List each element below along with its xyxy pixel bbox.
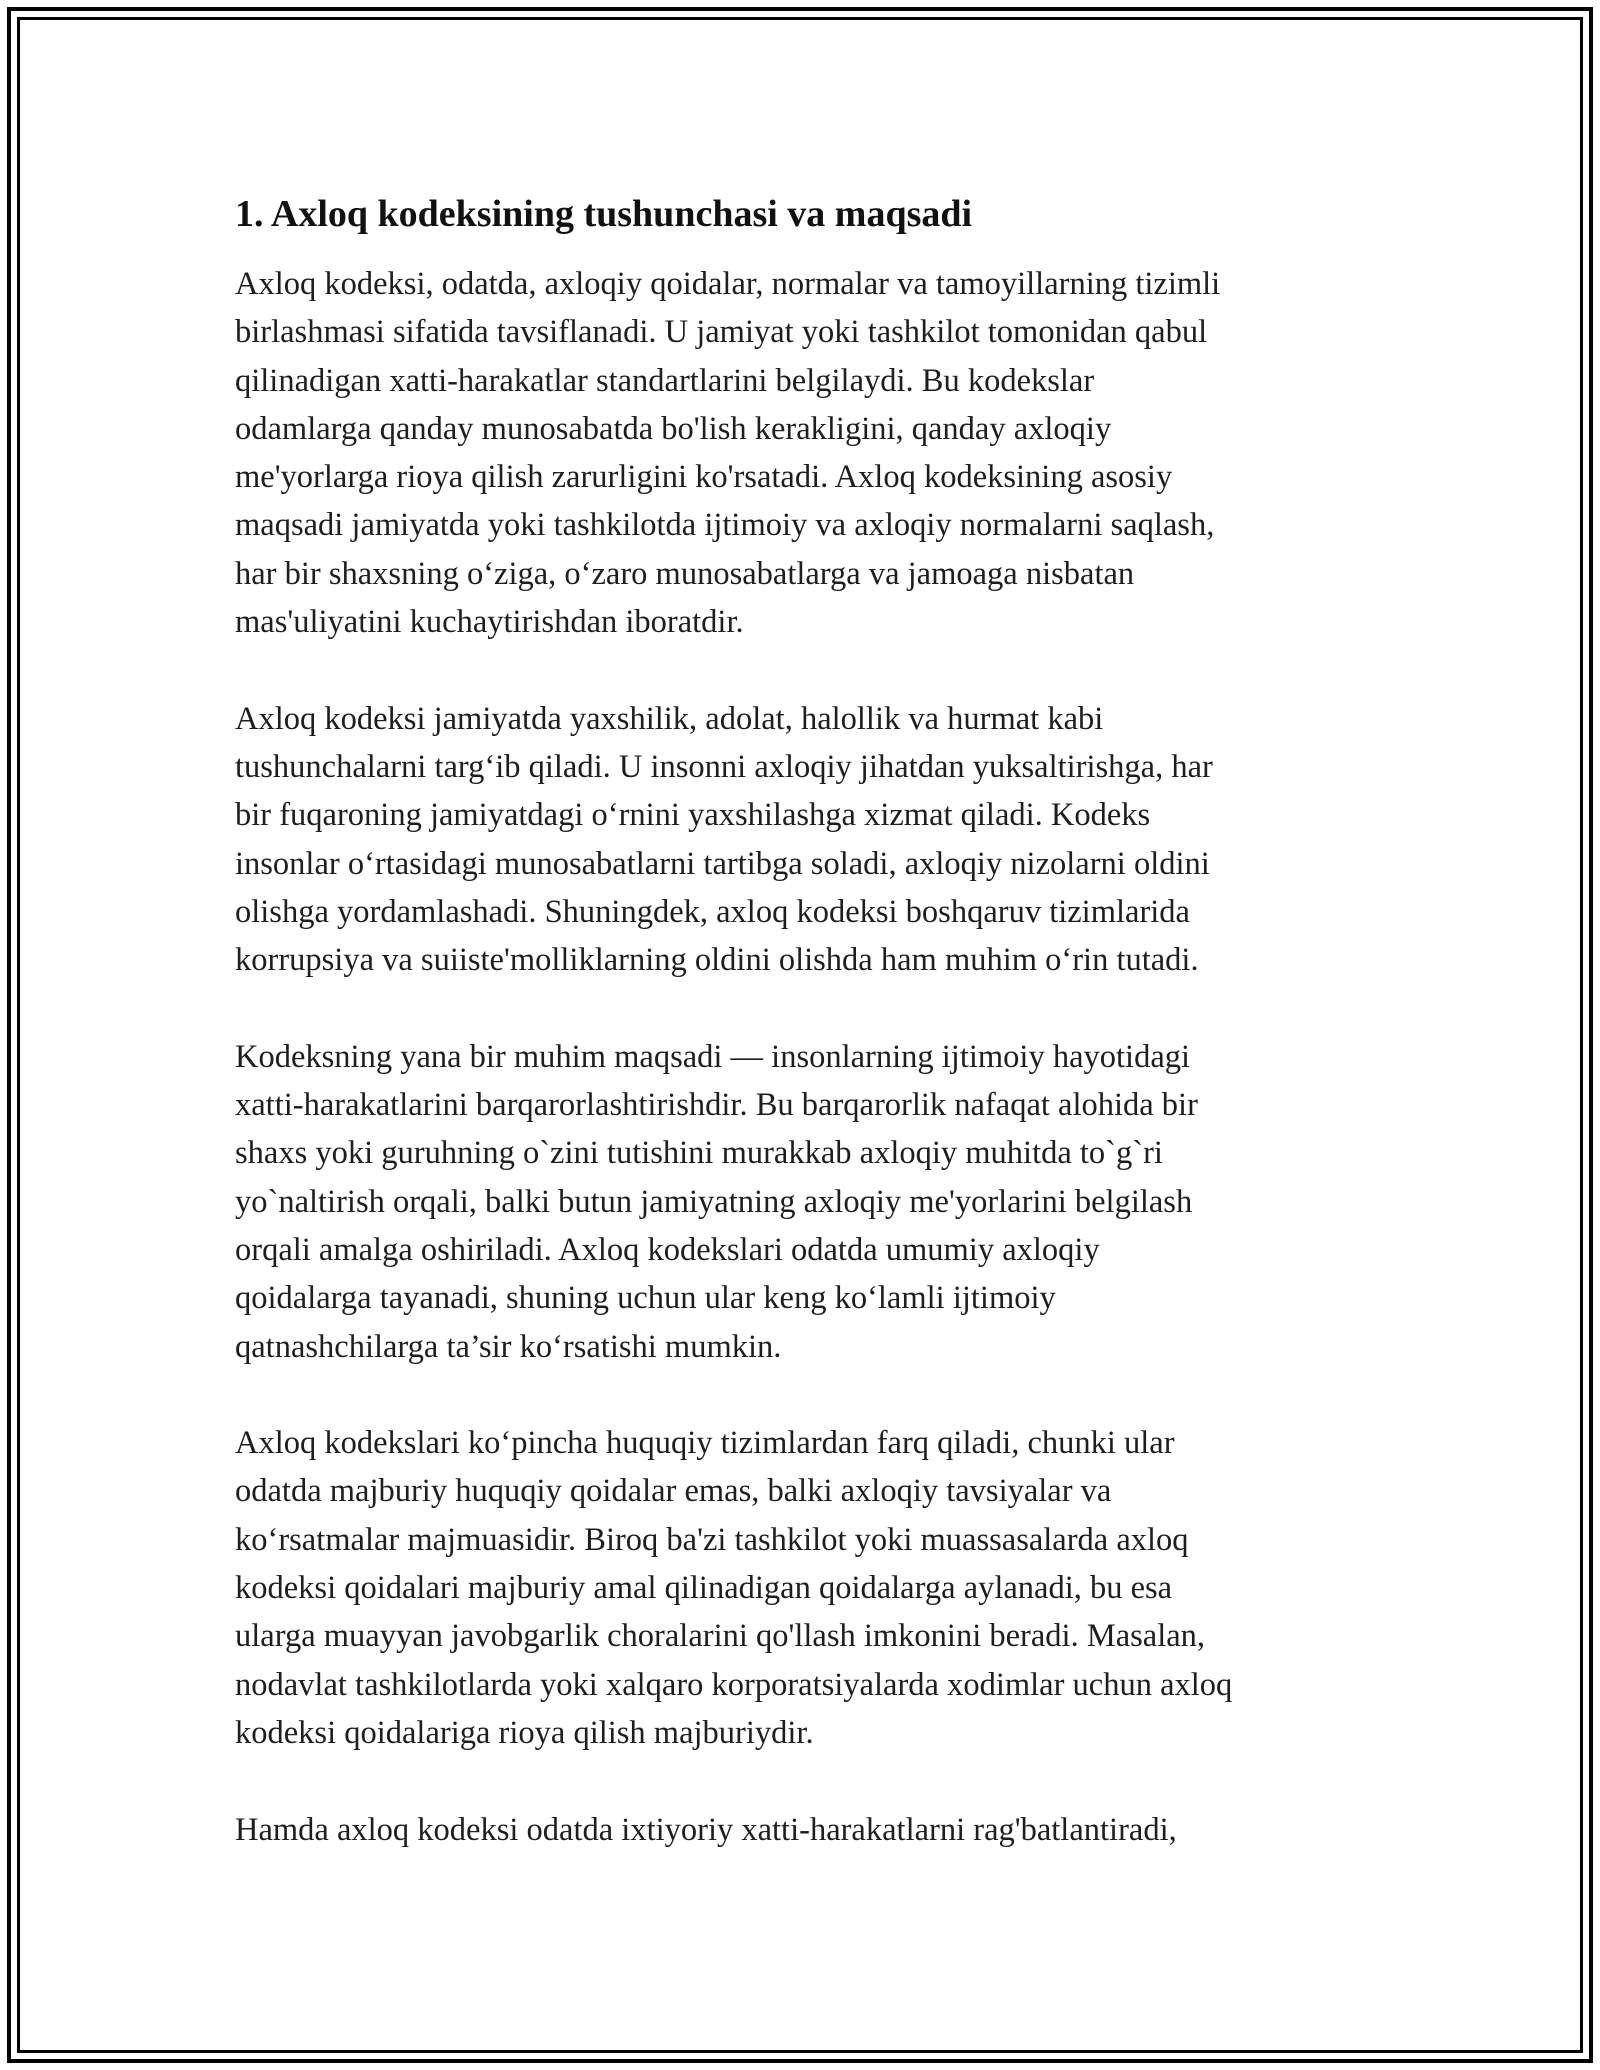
paragraph-line: mas'uliyatini kuchaytirishdan iboratdir. (235, 604, 744, 641)
paragraph-3 (235, 1033, 1370, 1371)
paragraph-line: Axloq kodeksi jamiyatda yaxshilik, adolat, halollik va hurmat kabi (235, 700, 1104, 737)
paragraph-line: korrupsiya va suiiste'molliklarning oldini olishda ham muhim o‘rin tutadi. (235, 942, 1199, 979)
paragraph-line: Kodeksning yana bir muhim maqsadi — insonlarning ijtimoiy hayotidagi (235, 1038, 1191, 1075)
paragraph-line: Axloq kodeksi, odatda, axloqiy qoidalar, normalar va tamoyillarning tizimli (235, 266, 1221, 302)
paragraph-line: shaxs yoki guruhning o`zini tutishini murakkab axloqiy muhitda to`g`ri (235, 1135, 1163, 1172)
paragraph-line: qilinadigan xatti-harakatlar standartlarini belgilaydi. Bu kodekslar (235, 362, 1095, 399)
paragraph-line: bir fuqaroning jamiyatdagi o‘rnini yaxshilashga xizmat qiladi. Kodeks (235, 797, 1151, 834)
paragraph-line: odatda majburiy huquqiy qoidalar emas, balki axloqiy tavsiyalar va (235, 1473, 1112, 1510)
paragraph-line: yo`naltirish orqali, balki butun jamiyatning axloqiy me'yorlarini belgilash (235, 1183, 1193, 1220)
paragraph-line: olishga yordamlashadi. Shuningdek, axloq kodeksi boshqaruv tizimlarida (235, 893, 1190, 930)
paragraph-line: nodavlat tashkilotlarda yoki xalqaro korporatsiyalarda xodimlar uchun axloq (235, 1666, 1233, 1703)
paragraph-line: kodeksi qoidalari majburiy amal qilinadigan qoidalarga aylanadi, bu esa (235, 1570, 1173, 1607)
paragraph-line: kodeksi qoidalariga rioya qilish majburiydir. (235, 1714, 814, 1751)
paragraph-4 (235, 1419, 1370, 1757)
section-heading: 1. Axloq kodeksining tushunchasi va maqsadi (235, 193, 973, 235)
paragraph-line: ularga muayyan javobgarlik choralarini qo'llash imkonini beradi. Masalan, (235, 1618, 1206, 1655)
paragraph-line: me'yorlarga rioya qilish zarurligini ko'rsatadi. Axloq kodeksining asosiy (235, 459, 1173, 496)
paragraph-line: orqali amalga oshiriladi. Axloq kodekslari odatda umumiy axloqiy (235, 1231, 1100, 1268)
document-body (235, 188, 1370, 1902)
paragraph-line: qatnashchilarga ta’sir ko‘rsatishi mumkin. (235, 1328, 782, 1365)
paragraph-2 (235, 695, 1370, 985)
paragraph-line: Axloq kodekslari ko‘pincha huquqiy tizimlardan farq qiladi, chunki ular (235, 1425, 1175, 1462)
paragraph-line: birlashmasi sifatida tavsiflanadi. U jamiyat yoki tashkilot tomonidan qabul (235, 314, 1208, 351)
paragraph-1 (235, 260, 1370, 646)
paragraph-line: odamlarga qanday munosabatda bo'lish kerakligini, qanday axloqiy (235, 410, 1112, 447)
paragraph-line: insonlar o‘rtasidagi munosabatlarni tartibga soladi, axloqiy nizolarni oldini (235, 845, 1210, 882)
paragraph-line: har bir shaxsning o‘ziga, o‘zaro munosabatlarga va jamoaga nisbatan (235, 555, 1135, 592)
paragraph-line: maqsadi jamiyatda yoki tashkilotda ijtimoiy va axloqiy normalarni saqlash, (235, 507, 1215, 544)
paragraph-line: tushunchalarni targ‘ib qiladi. U insonni axloqiy jihatdan yuksaltirishga, har (235, 748, 1213, 785)
paragraph-line: xatti-harakatlarini barqarorlashtirishdir. Bu barqarorlik nafaqat alohida bir (235, 1087, 1198, 1124)
paragraph-line: qoidalarga tayanadi, shuning uchun ular keng ko‘lamli ijtimoiy (235, 1280, 1056, 1317)
paragraph-5 (235, 1806, 1370, 1854)
paragraph-line: Hamda axloq kodeksi odatda ixtiyoriy xatti-harakatlarni rag'batlantiradi, (235, 1811, 1177, 1848)
paragraph-line: ko‘rsatmalar majmuasidir. Biroq ba'zi tashkilot yoki muassasalarda axloq (235, 1521, 1189, 1558)
